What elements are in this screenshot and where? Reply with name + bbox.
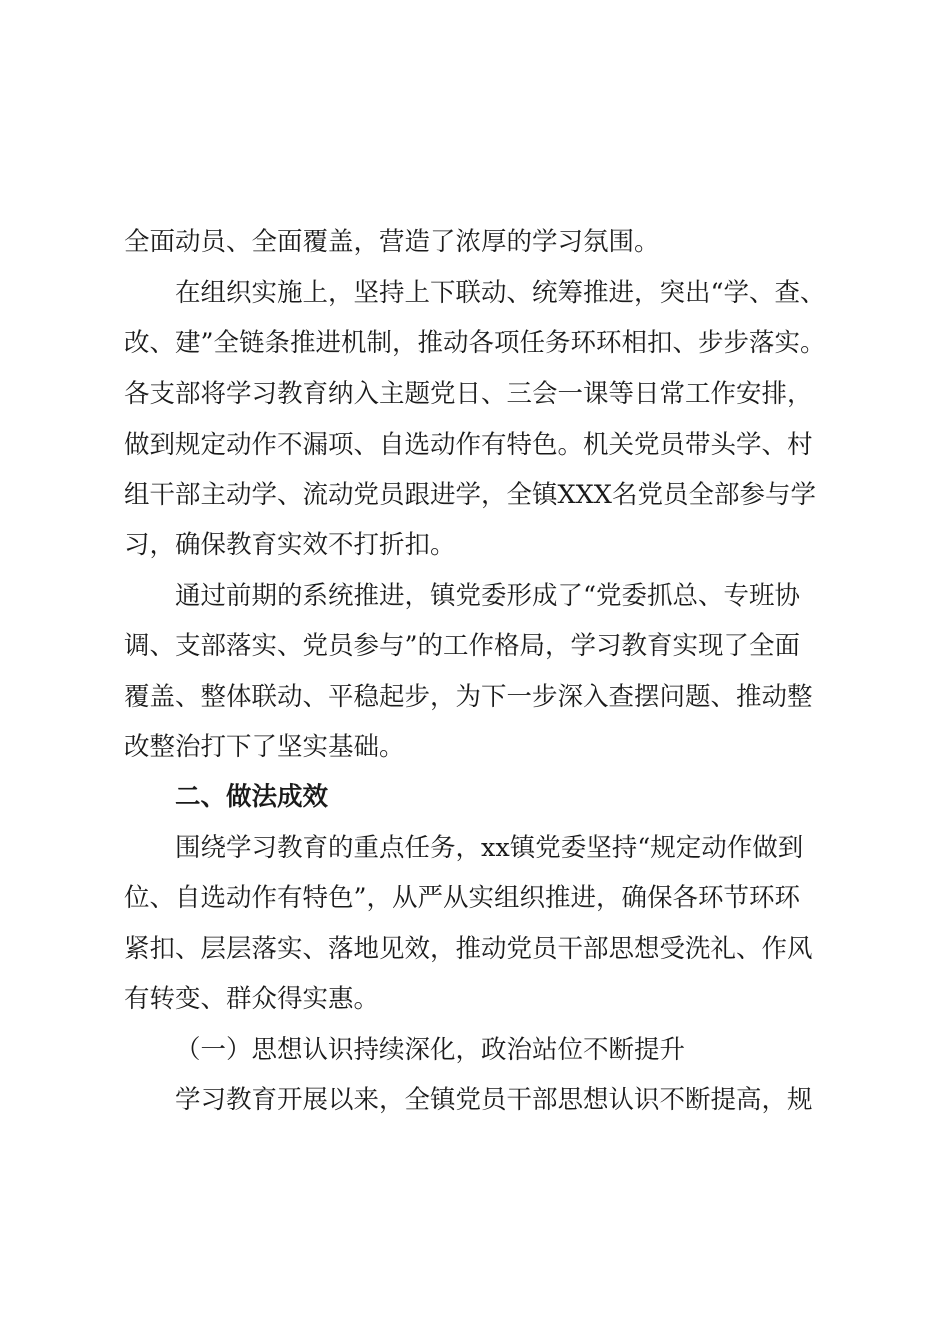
- paragraph-line: 各支部将学习教育纳入主题党日、三会一课等日常工作安排，: [124, 379, 813, 409]
- paragraph-line: 习，确保教育实效不打折扣。: [124, 530, 456, 560]
- paragraph-line: 有转变、群众得实惠。: [124, 984, 380, 1014]
- subsection-heading: （一）思想认识持续深化，政治站位不断提升: [175, 1035, 686, 1065]
- paragraph-line: 做到规定动作不漏项、自选动作有特色。机关党员带头学、村: [124, 430, 813, 460]
- paragraph-line: 紧扣、层层落实、落地见效，推动党员干部思想受洗礼、作风: [124, 934, 813, 964]
- paragraph-line: 覆盖、整体联动、平稳起步，为下一步深入查摆问题、推动整: [124, 682, 813, 712]
- paragraph-line: 学习教育开展以来，全镇党员干部思想认识不断提高，规: [175, 1085, 813, 1115]
- paragraph-line: 改、建”全链条推进机制，推动各项任务环环相扣、步步落实。: [124, 328, 826, 358]
- paragraph-line: 全面动员、全面覆盖，营造了浓厚的学习氛围。: [124, 227, 660, 257]
- paragraph-line: 围绕学习教育的重点任务，xx镇党委坚持“规定动作做到: [175, 833, 804, 863]
- paragraph-line: 通过前期的系统推进，镇党委形成了“党委抓总、专班协: [175, 581, 801, 611]
- paragraph-line: 在组织实施上，坚持上下联动、统筹推进，突出“学、查、: [175, 278, 826, 308]
- paragraph-line: 调、支部落实、党员参与”的工作格局，学习教育实现了全面: [124, 631, 801, 661]
- paragraph-line: 组干部主动学、流动党员跟进学，全镇XXX名党员全部参与学: [124, 480, 816, 510]
- paragraph-line: 位、自选动作有特色”，从严从实组织推进，确保各环节环环: [124, 883, 801, 913]
- paragraph-line: 改整治打下了坚实基础。: [124, 732, 405, 762]
- section-heading: 二、做法成效: [175, 782, 329, 812]
